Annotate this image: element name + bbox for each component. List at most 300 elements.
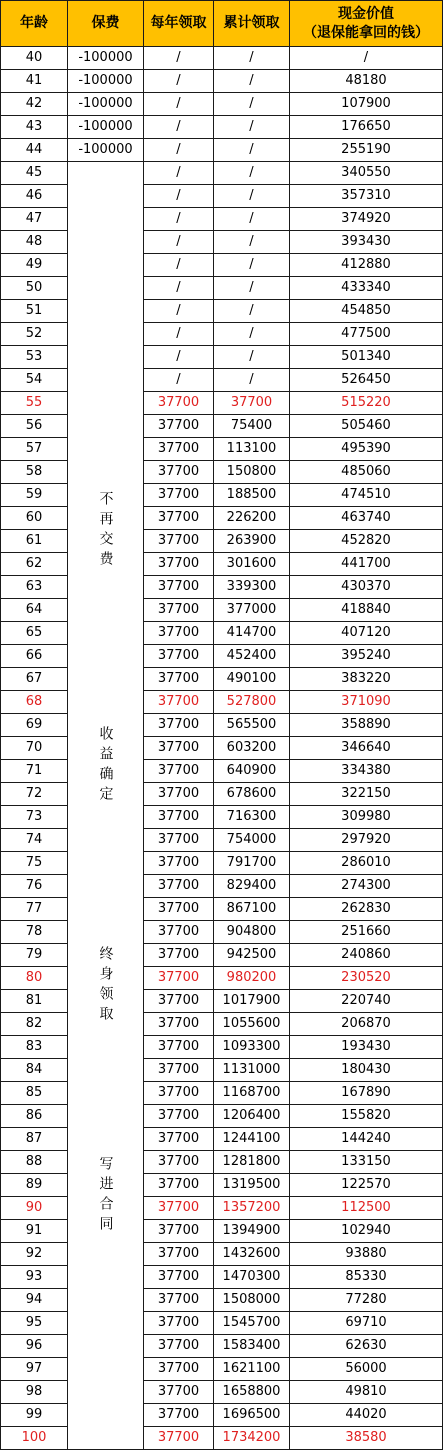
cash-value-cell: 526450 (290, 369, 443, 392)
cumulative-payout-cell: 37700 (214, 392, 290, 415)
table-row (1, 921, 443, 944)
header-age: 年龄 (1, 1, 68, 47)
table-row (1, 1036, 443, 1059)
header-premium: 保费 (68, 1, 144, 47)
annual-payout-cell: 37700 (144, 1082, 214, 1105)
cumulative-payout-cell: 226200 (214, 507, 290, 530)
cash-value-cell: 383220 (290, 668, 443, 691)
cumulative-payout-cell: 1017900 (214, 990, 290, 1013)
cumulative-payout-cell: 1357200 (214, 1197, 290, 1220)
cash-value-cell: 357310 (290, 185, 443, 208)
cumulative-payout-cell: 1168700 (214, 1082, 290, 1105)
annual-payout-cell: 37700 (144, 760, 214, 783)
cash-value-cell: 193430 (290, 1036, 443, 1059)
table-row (1, 530, 443, 553)
age-cell: 42 (1, 93, 68, 116)
cash-value-cell: 505460 (290, 415, 443, 438)
cash-value-cell: 297920 (290, 829, 443, 852)
table-row (1, 438, 443, 461)
cash-value-cell: 441700 (290, 553, 443, 576)
age-cell: 74 (1, 829, 68, 852)
table-row (1, 93, 443, 116)
cumulative-payout-cell: / (214, 254, 290, 277)
cash-value-cell: 180430 (290, 1059, 443, 1082)
cash-value-cell: 220740 (290, 990, 443, 1013)
cumulative-payout-cell: 980200 (214, 967, 290, 990)
age-cell: 89 (1, 1174, 68, 1197)
cash-value-cell: 430370 (290, 576, 443, 599)
block-spacer (68, 376, 143, 491)
age-cell: 62 (1, 553, 68, 576)
annual-payout-cell: / (144, 93, 214, 116)
annual-payout-cell: 37700 (144, 1105, 214, 1128)
age-cell: 55 (1, 392, 68, 415)
annual-payout-cell: / (144, 369, 214, 392)
cumulative-payout-cell: 414700 (214, 622, 290, 645)
age-cell: 76 (1, 875, 68, 898)
annual-payout-cell: 37700 (144, 484, 214, 507)
cash-value-cell: 322150 (290, 783, 443, 806)
cumulative-payout-cell: / (214, 162, 290, 185)
age-cell: 87 (1, 1128, 68, 1151)
annual-payout-cell: 37700 (144, 1059, 214, 1082)
annual-payout-cell: 37700 (144, 1013, 214, 1036)
premium-cell: -100000 (68, 47, 144, 70)
premium-cell: -100000 (68, 70, 144, 93)
table-row (1, 323, 443, 346)
annual-payout-cell: 37700 (144, 1289, 214, 1312)
age-cell: 97 (1, 1358, 68, 1381)
age-cell: 81 (1, 990, 68, 1013)
table-row (1, 990, 443, 1013)
cash-value-cell: 230520 (290, 967, 443, 990)
table-row (1, 852, 443, 875)
cumulative-payout-cell: / (214, 116, 290, 139)
table-row (1, 967, 443, 990)
annual-payout-cell: 37700 (144, 1381, 214, 1404)
cash-value-cell: 206870 (290, 1013, 443, 1036)
annual-payout-cell: / (144, 254, 214, 277)
cumulative-payout-cell: 1206400 (214, 1105, 290, 1128)
cash-value-cell: 102940 (290, 1220, 443, 1243)
table-row (1, 783, 443, 806)
cumulative-payout-cell: 113100 (214, 438, 290, 461)
age-cell: 88 (1, 1151, 68, 1174)
table-row (1, 1197, 443, 1220)
table-row (1, 254, 443, 277)
annual-payout-cell: 37700 (144, 415, 214, 438)
cash-value-cell: 56000 (290, 1358, 443, 1381)
annual-payout-cell: 37700 (144, 944, 214, 967)
cumulative-payout-cell: 1319500 (214, 1174, 290, 1197)
block-spacer (68, 806, 143, 946)
cumulative-payout-cell: 867100 (214, 898, 290, 921)
age-cell: 61 (1, 530, 68, 553)
cumulative-payout-cell: / (214, 47, 290, 70)
age-cell: 43 (1, 116, 68, 139)
table-row (1, 231, 443, 254)
cash-value-cell: 418840 (290, 599, 443, 622)
cash-value-cell: 395240 (290, 645, 443, 668)
annual-payout-cell: / (144, 70, 214, 93)
cash-value-cell: 122570 (290, 1174, 443, 1197)
cumulative-payout-cell: 263900 (214, 530, 290, 553)
cumulative-payout-cell: / (214, 346, 290, 369)
age-cell: 69 (1, 714, 68, 737)
cash-value-cell: 515220 (290, 392, 443, 415)
table-row (1, 369, 443, 392)
cash-value-cell: 69710 (290, 1312, 443, 1335)
table-row (1, 300, 443, 323)
cash-value-cell: 334380 (290, 760, 443, 783)
age-cell: 71 (1, 760, 68, 783)
age-cell: 58 (1, 461, 68, 484)
age-cell: 59 (1, 484, 68, 507)
table-row (1, 645, 443, 668)
cash-value-cell: 62630 (290, 1335, 443, 1358)
annual-payout-cell: 37700 (144, 1128, 214, 1151)
annual-payout-cell: 37700 (144, 783, 214, 806)
age-cell: 79 (1, 944, 68, 967)
cash-value-cell: 485060 (290, 461, 443, 484)
annual-payout-cell: 37700 (144, 461, 214, 484)
cash-value-cell: 133150 (290, 1151, 443, 1174)
age-cell: 65 (1, 622, 68, 645)
table-row (1, 70, 443, 93)
annual-payout-cell: 37700 (144, 990, 214, 1013)
annual-payout-cell: 37700 (144, 1266, 214, 1289)
annual-payout-cell: / (144, 346, 214, 369)
annual-payout-cell: 37700 (144, 392, 214, 415)
annual-payout-cell: 37700 (144, 1427, 214, 1450)
table-row (1, 1335, 443, 1358)
cumulative-payout-cell: 942500 (214, 944, 290, 967)
cash-value-cell: 107900 (290, 93, 443, 116)
table-row (1, 1358, 443, 1381)
cumulative-payout-cell: / (214, 277, 290, 300)
annual-payout-cell: 37700 (144, 576, 214, 599)
cash-value-cell: 44020 (290, 1404, 443, 1427)
annual-payout-cell: / (144, 231, 214, 254)
cash-value-cell: 176650 (290, 116, 443, 139)
age-cell: 85 (1, 1082, 68, 1105)
annual-payout-cell: 37700 (144, 622, 214, 645)
cash-value-cell: / (290, 47, 443, 70)
table-header (1, 1, 443, 47)
table-row (1, 898, 443, 921)
cumulative-payout-cell: 452400 (214, 645, 290, 668)
cash-value-cell: 274300 (290, 875, 443, 898)
cumulative-payout-cell: / (214, 300, 290, 323)
premium-cell: -100000 (68, 139, 144, 162)
annual-payout-cell: 37700 (144, 599, 214, 622)
table-row (1, 1174, 443, 1197)
cumulative-payout-cell: / (214, 208, 290, 231)
cash-value-cell: 48180 (290, 70, 443, 93)
age-cell: 98 (1, 1381, 68, 1404)
cumulative-payout-cell: 904800 (214, 921, 290, 944)
age-cell: 99 (1, 1404, 68, 1427)
age-cell: 40 (1, 47, 68, 70)
age-cell: 41 (1, 70, 68, 93)
table-row (1, 1427, 443, 1450)
table-row (1, 162, 443, 185)
age-cell: 75 (1, 852, 68, 875)
cash-value-cell: 309980 (290, 806, 443, 829)
age-cell: 92 (1, 1243, 68, 1266)
table-row (1, 461, 443, 484)
table-row (1, 208, 443, 231)
cash-value-cell: 358890 (290, 714, 443, 737)
annual-payout-cell: 37700 (144, 967, 214, 990)
cumulative-payout-cell: 1131000 (214, 1059, 290, 1082)
cash-value-cell: 474510 (290, 484, 443, 507)
cumulative-payout-cell: 150800 (214, 461, 290, 484)
cumulative-payout-cell: 1394900 (214, 1220, 290, 1243)
annual-payout-cell: 37700 (144, 875, 214, 898)
age-cell: 96 (1, 1335, 68, 1358)
block-spacer (68, 571, 143, 726)
age-cell: 54 (1, 369, 68, 392)
table-row (1, 185, 443, 208)
age-cell: 84 (1, 1059, 68, 1082)
premium-note-label: 终身领取 (97, 945, 114, 1026)
table-row (1, 622, 443, 645)
annual-payout-cell: / (144, 300, 214, 323)
premium-note-block (68, 162, 144, 1450)
header-row (1, 1, 443, 47)
cumulative-payout-cell: 1545700 (214, 1312, 290, 1335)
table-row (1, 576, 443, 599)
age-cell: 49 (1, 254, 68, 277)
annual-payout-cell: 37700 (144, 1358, 214, 1381)
age-cell: 94 (1, 1289, 68, 1312)
age-cell: 100 (1, 1427, 68, 1450)
table-row (1, 484, 443, 507)
cumulative-payout-cell: / (214, 231, 290, 254)
header-cumulative-payout: 累计领取 (214, 1, 290, 47)
cash-value-cell: 38580 (290, 1427, 443, 1450)
age-cell: 47 (1, 208, 68, 231)
cash-value-cell: 112500 (290, 1197, 443, 1220)
age-cell: 68 (1, 691, 68, 714)
header-annual-payout: 每年领取 (144, 1, 214, 47)
table-row (1, 944, 443, 967)
premium-note-label: 写进合同 (97, 1155, 114, 1236)
cumulative-payout-cell: / (214, 369, 290, 392)
table-row (1, 691, 443, 714)
table-row (1, 714, 443, 737)
cash-value-cell: 412880 (290, 254, 443, 277)
table-row (1, 116, 443, 139)
annual-payout-cell: / (144, 277, 214, 300)
cumulative-payout-cell: 1093300 (214, 1036, 290, 1059)
cash-value-cell: 240860 (290, 944, 443, 967)
cumulative-payout-cell: / (214, 93, 290, 116)
annual-payout-cell: 37700 (144, 737, 214, 760)
annual-payout-cell: 37700 (144, 691, 214, 714)
cash-value-cell: 85330 (290, 1266, 443, 1289)
table-row (1, 392, 443, 415)
annual-payout-cell: / (144, 116, 214, 139)
cash-value-cell: 155820 (290, 1105, 443, 1128)
table-row (1, 875, 443, 898)
age-cell: 70 (1, 737, 68, 760)
annual-payout-cell: 37700 (144, 1036, 214, 1059)
age-cell: 44 (1, 139, 68, 162)
cash-value-cell: 433340 (290, 277, 443, 300)
table-row (1, 47, 443, 70)
annual-payout-cell: 37700 (144, 1197, 214, 1220)
cash-value-cell: 167890 (290, 1082, 443, 1105)
cumulative-payout-cell: 188500 (214, 484, 290, 507)
table-row (1, 1220, 443, 1243)
cumulative-payout-cell: / (214, 323, 290, 346)
age-cell: 78 (1, 921, 68, 944)
table-row (1, 1059, 443, 1082)
table-row (1, 139, 443, 162)
annual-payout-cell: / (144, 185, 214, 208)
annual-payout-cell: 37700 (144, 1174, 214, 1197)
annual-payout-cell: 37700 (144, 1335, 214, 1358)
age-cell: 50 (1, 277, 68, 300)
age-cell: 57 (1, 438, 68, 461)
table-row (1, 829, 443, 852)
cumulative-payout-cell: 791700 (214, 852, 290, 875)
annual-payout-cell: / (144, 139, 214, 162)
annual-payout-cell: / (144, 162, 214, 185)
premium-note-label: 收益确定 (97, 725, 114, 806)
cash-value-cell: 501340 (290, 346, 443, 369)
annual-payout-cell: 37700 (144, 507, 214, 530)
header-cash-value: 现金价值 （退保能拿回的钱） (290, 1, 443, 47)
table-row (1, 1082, 443, 1105)
age-cell: 82 (1, 1013, 68, 1036)
age-cell: 73 (1, 806, 68, 829)
annual-payout-cell: 37700 (144, 1404, 214, 1427)
cash-value-cell: 262830 (290, 898, 443, 921)
age-cell: 51 (1, 300, 68, 323)
age-cell: 53 (1, 346, 68, 369)
annual-payout-cell: 37700 (144, 1151, 214, 1174)
cumulative-payout-cell: 490100 (214, 668, 290, 691)
premium-note-label: 不再交费 (97, 490, 114, 571)
age-cell: 63 (1, 576, 68, 599)
cumulative-payout-cell: 1621100 (214, 1358, 290, 1381)
annual-payout-cell: 37700 (144, 714, 214, 737)
cumulative-payout-cell: 1281800 (214, 1151, 290, 1174)
table-row (1, 1266, 443, 1289)
annual-payout-cell: 37700 (144, 438, 214, 461)
age-cell: 64 (1, 599, 68, 622)
annual-payout-cell: / (144, 323, 214, 346)
age-cell: 86 (1, 1105, 68, 1128)
cumulative-payout-cell: 1244100 (214, 1128, 290, 1151)
cumulative-payout-cell: 1658800 (214, 1381, 290, 1404)
cumulative-payout-cell: 1734200 (214, 1427, 290, 1450)
cumulative-payout-cell: 1432600 (214, 1243, 290, 1266)
table-row (1, 1243, 443, 1266)
table-row (1, 1105, 443, 1128)
age-cell: 93 (1, 1266, 68, 1289)
table-row (1, 737, 443, 760)
table-row (1, 1289, 443, 1312)
annual-payout-cell: 37700 (144, 921, 214, 944)
table-row (1, 1013, 443, 1036)
table-row (1, 507, 443, 530)
annual-payout-cell: 37700 (144, 1312, 214, 1335)
age-cell: 56 (1, 415, 68, 438)
age-cell: 95 (1, 1312, 68, 1335)
cash-value-cell: 340550 (290, 162, 443, 185)
age-cell: 91 (1, 1220, 68, 1243)
annual-payout-cell: 37700 (144, 553, 214, 576)
cash-value-cell: 93880 (290, 1243, 443, 1266)
cash-value-cell: 495390 (290, 438, 443, 461)
cash-value-cell: 452820 (290, 530, 443, 553)
annual-payout-cell: 37700 (144, 530, 214, 553)
age-cell: 67 (1, 668, 68, 691)
annual-payout-cell: 37700 (144, 829, 214, 852)
table-row (1, 668, 443, 691)
cumulative-payout-cell: 75400 (214, 415, 290, 438)
annual-payout-cell: 37700 (144, 668, 214, 691)
table-row (1, 599, 443, 622)
age-cell: 80 (1, 967, 68, 990)
table-body (1, 47, 443, 1450)
cumulative-payout-cell: 640900 (214, 760, 290, 783)
cumulative-payout-cell: 829400 (214, 875, 290, 898)
table-row (1, 1404, 443, 1427)
table-row (1, 1128, 443, 1151)
cash-value-cell: 251660 (290, 921, 443, 944)
age-cell: 77 (1, 898, 68, 921)
cumulative-payout-cell: / (214, 70, 290, 93)
cumulative-payout-cell: 339300 (214, 576, 290, 599)
cumulative-payout-cell: 1583400 (214, 1335, 290, 1358)
cumulative-payout-cell: 716300 (214, 806, 290, 829)
table-row (1, 1312, 443, 1335)
cumulative-payout-cell: 527800 (214, 691, 290, 714)
annual-payout-cell: 37700 (144, 645, 214, 668)
annual-payout-cell: 37700 (144, 852, 214, 875)
annual-payout-cell: / (144, 47, 214, 70)
cash-value-cell: 477500 (290, 323, 443, 346)
cumulative-payout-cell: 377000 (214, 599, 290, 622)
cumulative-payout-cell: 754000 (214, 829, 290, 852)
annual-payout-cell: 37700 (144, 1243, 214, 1266)
table-row (1, 346, 443, 369)
cash-value-cell: 407120 (290, 622, 443, 645)
age-cell: 46 (1, 185, 68, 208)
table-row (1, 1151, 443, 1174)
premium-cell: -100000 (68, 116, 144, 139)
age-cell: 72 (1, 783, 68, 806)
cumulative-payout-cell: 678600 (214, 783, 290, 806)
cumulative-payout-cell: 1696500 (214, 1404, 290, 1427)
premium-cell: -100000 (68, 93, 144, 116)
age-cell: 48 (1, 231, 68, 254)
table-row (1, 277, 443, 300)
cash-value-cell: 454850 (290, 300, 443, 323)
table-row (1, 1381, 443, 1404)
cumulative-payout-cell: / (214, 139, 290, 162)
annual-payout-cell: 37700 (144, 1220, 214, 1243)
age-cell: 45 (1, 162, 68, 185)
age-cell: 60 (1, 507, 68, 530)
cash-value-cell: 371090 (290, 691, 443, 714)
table-row (1, 806, 443, 829)
